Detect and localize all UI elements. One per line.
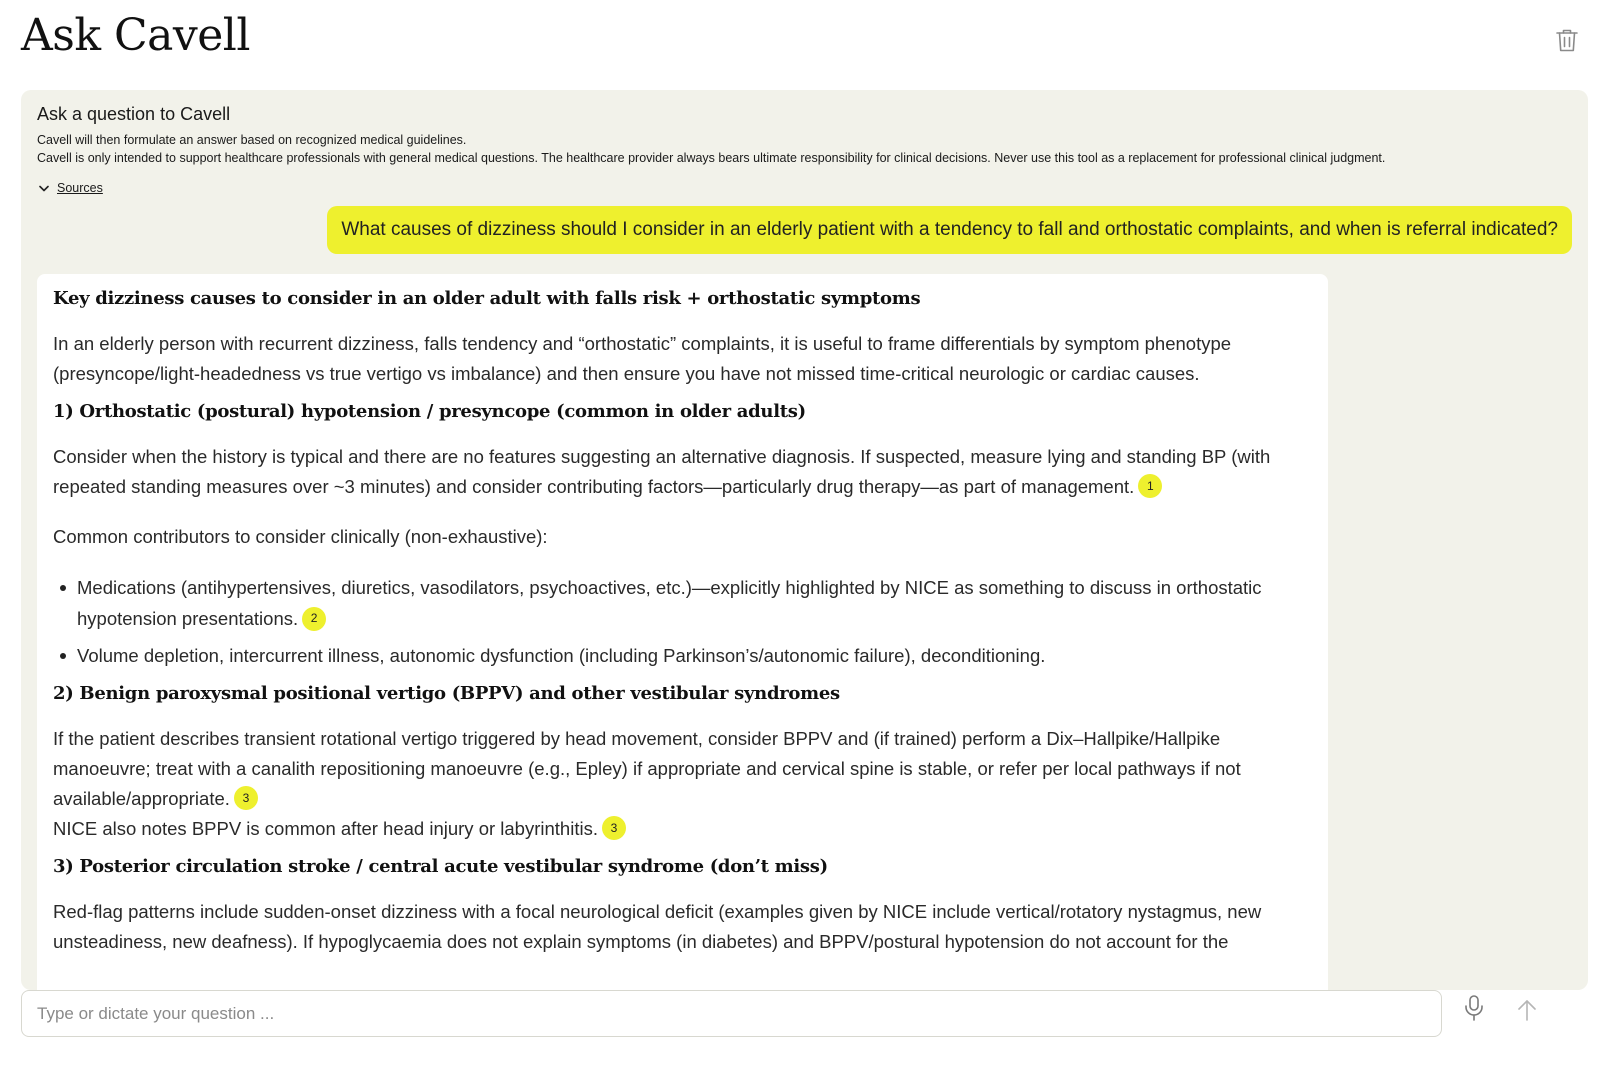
section-heading-orthostatic: 1) Orthostatic (postural) hypotension / presyncope (common in older adults) bbox=[53, 401, 806, 422]
contributors-list bbox=[53, 572, 1312, 671]
paragraph-text: Consider when the history is typical and there are no features suggesting an alternative diagnosis. If suspected, measure lying and standing BP (with repeated standing measures over ~3 minutes) and consider contributing factors—particularly drug therapy—as part of management. bbox=[53, 446, 1271, 497]
section-heading-stroke: 3) Posterior circulation stroke / central acute vestibular syndrome (don’t miss) bbox=[53, 856, 828, 877]
paragraph-stroke: Red-flag patterns include sudden-onset dizziness with a focal neurological deficit (examples given by NICE include vertical/rotatory nystagmus, new unsteadiness, new deafness). If hypoglycaemia does not explain symptoms (in diabetes) and BPPV/postural hypotension do not account for the bbox=[53, 901, 1262, 952]
answer-intro: In an elderly person with recurrent dizziness, falls tendency and “orthostatic” complaints, it is useful to frame differentials by symptom phenotype (presyncope/light-headedness vs true vertigo vs imbalance) and then ensure you have not missed time-critical neurologic or cardiac causes. bbox=[53, 333, 1232, 384]
list-item-text: Medications (antihypertensives, diuretics, vasodilators, psychoactives, etc.)—explicitly highlighted by NICE as something to discuss in orthostatic hypotension presentations. bbox=[77, 577, 1262, 629]
paragraph-bppv-note bbox=[53, 814, 1312, 844]
paragraph-text: If the patient describes transient rotational vertigo triggered by head movement, consider BPPV and (if trained) perform a Dix–Hallpike/Hallpike manoeuvre; treat with a canalith repositioning manoeuvre (e.g., Epley) if appropriate and cervical spine is stable, or refer per local pathways if not available/appropriate. bbox=[53, 728, 1241, 809]
intro-description: Cavell will then formulate an answer based on recognized medical guidelines. bbox=[37, 133, 467, 147]
paragraph-contributors: Common contributors to consider clinically (non-exhaustive): bbox=[53, 526, 548, 547]
intro-title: Ask a question to Cavell bbox=[37, 104, 231, 124]
microphone-icon[interactable] bbox=[1462, 994, 1486, 1022]
citation-badge[interactable]: 3 bbox=[234, 786, 258, 810]
user-message: What causes of dizziness should I consider in an elderly patient with a tendency to fall and orthostatic complaints, and when is referral indicated? bbox=[327, 206, 1572, 254]
paragraph-bppv bbox=[53, 724, 1312, 814]
paragraph-text: NICE also notes BPPV is common after head injury or labyrinthitis. bbox=[53, 818, 598, 839]
page-title: Ask Cavell bbox=[21, 10, 250, 61]
paragraph-orthostatic bbox=[53, 442, 1312, 502]
list-item bbox=[53, 640, 1312, 671]
list-item bbox=[53, 572, 1312, 634]
sources-toggle[interactable] bbox=[39, 181, 103, 195]
question-input[interactable] bbox=[21, 990, 1442, 1037]
answer-heading: Key dizziness causes to consider in an older adult with falls risk + orthostatic symptoms bbox=[53, 288, 921, 309]
citation-badge[interactable]: 3 bbox=[602, 816, 626, 840]
citation-badge[interactable]: 1 bbox=[1138, 474, 1162, 498]
section-heading-bppv: 2) Benign paroxysmal positional vertigo (BPPV) and other vestibular syndromes bbox=[53, 683, 840, 704]
sources-label: Sources bbox=[57, 181, 103, 195]
chevron-down-icon bbox=[39, 185, 49, 192]
list-item-text: Volume depletion, intercurrent illness, autonomic dysfunction (including Parkinson’s/autonomic failure), deconditioning. bbox=[77, 645, 1046, 666]
send-arrow-icon[interactable] bbox=[1516, 998, 1538, 1022]
assistant-answer bbox=[37, 274, 1328, 990]
chat-panel bbox=[21, 90, 1588, 990]
trash-icon[interactable] bbox=[1554, 26, 1580, 54]
intro-disclaimer: Cavell is only intended to support healthcare professionals with general medical questions. The healthcare provider always bears ultimate responsibility for clinical decisions. Never use this tool as a replacement for professional clinical judgment. bbox=[37, 151, 1386, 165]
citation-badge[interactable]: 2 bbox=[302, 607, 326, 631]
